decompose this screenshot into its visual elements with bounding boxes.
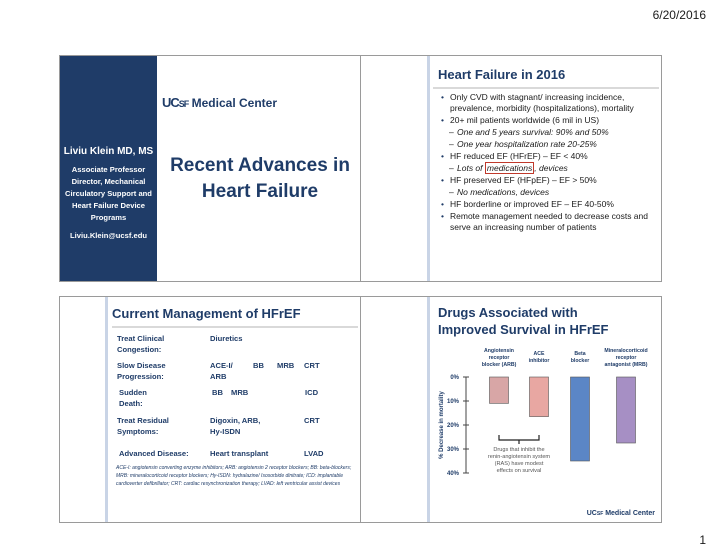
category-label: Mineralocorticoid — [604, 348, 648, 354]
category-label: antagonist (MRB) — [604, 362, 648, 368]
row-cell: MRB — [231, 388, 249, 397]
ucsf-logo — [162, 95, 277, 110]
row-cell: Heart transplant — [210, 449, 269, 458]
title-line: Recent Advances in — [170, 155, 350, 176]
y-tick-label: 10% — [446, 399, 459, 405]
title-underline — [433, 87, 659, 89]
row-label: Slow Disease Progression: — [117, 361, 166, 381]
y-tick-label: 0% — [450, 375, 459, 381]
row-cell: CRT — [304, 416, 320, 425]
row-cell: MRB — [277, 361, 295, 370]
sub-bullet-item: – One and 5 years survival: 90% and 50% — [449, 127, 609, 137]
category-label: Beta — [574, 351, 586, 357]
category-label: inhibitor — [528, 358, 550, 364]
ras-annotation-line: effects on survival — [496, 468, 542, 474]
ucsf-logo — [587, 510, 655, 517]
category-label: ACE — [533, 351, 545, 357]
category-label: Angiotensin — [484, 348, 514, 354]
medications-highlight: medications — [486, 163, 533, 173]
category-label: receptor — [615, 355, 637, 361]
row-cell: BB — [253, 361, 264, 370]
slide-title: Heart Failure in 2016 — [438, 67, 566, 82]
category-label: blocker — [570, 358, 590, 364]
title-line: Improved Survival in HFrEF — [438, 322, 609, 337]
bullet-item: • HF reduced EF (HFrEF) – EF < 40% — [441, 151, 657, 162]
bar — [530, 377, 549, 417]
slide-title — [59, 55, 361, 282]
logo-uc: UC — [162, 95, 179, 110]
affiliation-line: Heart Failure Device — [71, 201, 146, 210]
row-cell: ACE-I/ ARB — [210, 361, 233, 381]
mortality-bar-chart — [361, 297, 662, 523]
slide-heart-failure-2016 — [360, 55, 662, 282]
y-axis-label: % Decrease in mortality — [439, 391, 445, 459]
ras-bracket — [499, 435, 539, 440]
row-cell: Digoxin, ARB, Hy-ISDN — [210, 416, 261, 436]
author-name: Liviu Klein MD, MS — [63, 146, 154, 157]
category-label: receptor — [488, 355, 510, 361]
title-line: Heart Failure — [201, 181, 319, 202]
ras-annotation-line: (RAS) have modest — [494, 461, 544, 467]
sub-bullet-text: Lots of — [457, 163, 485, 173]
row-label: Sudden Death: — [119, 388, 147, 408]
row-label: Treat Clinical Congestion: — [117, 334, 165, 354]
author-sidebar — [60, 56, 157, 281]
y-tick-label: 40% — [446, 471, 459, 477]
title-line: Drugs Associated with — [438, 305, 578, 320]
sub-bullet-text: No medications, devices — [457, 187, 550, 197]
row-cell: CRT — [304, 361, 320, 370]
row-cell: Diuretics — [210, 334, 243, 343]
slide-current-management — [59, 296, 361, 523]
bullet-item: • 20+ mil patients worldwide (6 mil in US) — [441, 115, 657, 126]
row-label: Treat Residual Symptoms: — [117, 416, 169, 436]
affiliation-line: Associate Professor — [71, 165, 146, 174]
ras-annotation-line: renin-angiotensin system — [487, 454, 551, 460]
affiliation-line: Director, Mechanical — [71, 177, 146, 186]
author-affiliation — [60, 164, 157, 224]
y-tick-label: 30% — [446, 447, 459, 453]
affiliation-line: Programs — [90, 213, 127, 222]
bullet-list — [441, 92, 657, 234]
abbreviation-footnote: ACE-I: angiotensin converting enzyme inhibitors; ARB: angiotensin 2 receptor blockers; BB: beta-blockers; MRB: mineralocorticoid receptor blockers; Hy-ISDN: hydralazine/ Isosorbide dinitrate; ICD: implantable cardioverter defibrillator; CRT: cardiac resynchronization therapy; LVAD: left ventricular assist devices — [116, 465, 352, 487]
author-email: Liviu.Klein@ucsf.edu — [69, 231, 148, 240]
logo-text: Medical Center — [605, 510, 655, 517]
header-date: 6/20/2016 — [652, 8, 706, 22]
bullet-item: • Remote management needed to decrease costs and serve an increasing number of patients — [441, 211, 657, 233]
sub-bullet-text: One and 5 years survival: 90% and 50% — [457, 127, 609, 137]
row-cell: BB — [212, 388, 223, 397]
ras-annotation-line: Drugs that inhibit the — [493, 447, 545, 453]
title-underline — [112, 326, 358, 328]
presentation-title — [158, 153, 361, 205]
category-label: blocker (ARB) — [481, 362, 517, 368]
bullet-item: • Only CVD with stagnant/ increasing incidence, prevalence, morbidity (hospitalizations), mortality — [441, 92, 657, 114]
accent-bar — [105, 297, 108, 522]
accent-bar — [427, 56, 430, 281]
sub-bullet-item: – No medications, devices — [449, 187, 550, 197]
logo-uc: UC — [586, 510, 597, 517]
bar — [571, 377, 590, 461]
row-cell: ICD — [305, 388, 319, 397]
bar — [490, 377, 509, 403]
bullet-item: • HF preserved EF (HFpEF) – EF > 50% — [441, 175, 657, 186]
logo-sf: SF — [178, 99, 189, 109]
logo-text: Medical Center — [191, 96, 277, 110]
sub-bullet-item: – Lots of medications , devices — [449, 163, 568, 173]
row-cell: LVAD — [304, 449, 324, 458]
page-number: 1 — [699, 533, 706, 547]
logo-sf: SF — [596, 511, 604, 517]
row-label: Advanced Disease: — [119, 449, 189, 458]
affiliation-line: Circulatory Support and — [65, 189, 152, 198]
y-tick-label: 20% — [446, 423, 459, 429]
sub-bullet-item: – One year hospitalization rate 20-25% — [449, 139, 597, 149]
sub-bullet-text: One year hospitalization rate 20-25% — [457, 139, 597, 149]
sub-bullet-text: , devices — [534, 163, 568, 173]
slide-title: Current Management of HFrEF — [112, 306, 301, 321]
bar — [617, 377, 636, 443]
bullet-item: • HF borderline or improved EF – EF 40-50% — [441, 199, 657, 210]
slide-drugs-survival — [360, 296, 662, 523]
